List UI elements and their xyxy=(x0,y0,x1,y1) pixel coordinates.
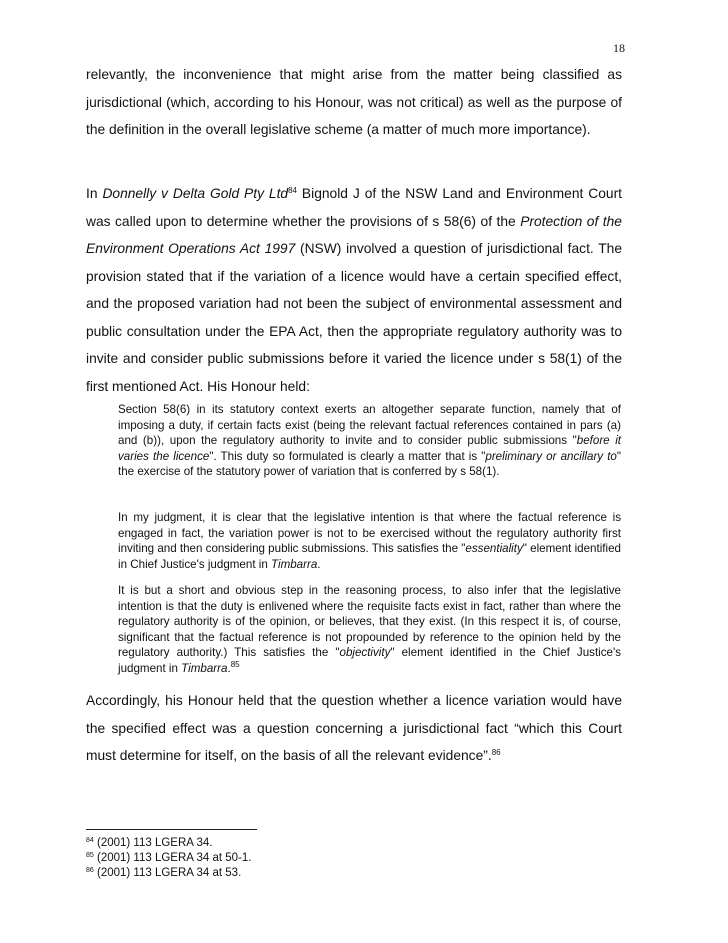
block-quote-2 xyxy=(118,510,621,572)
quote-1-text-b: ". This duty so formulated is clearly a matter that is " xyxy=(209,449,486,463)
footnotes xyxy=(86,836,486,881)
footnote-number: 85 xyxy=(86,852,94,859)
paragraph-2-text-a: Bignold J of the NSW Land and Environment Court was called upon to determine whether the provisions of s 58(6) of the xyxy=(86,186,623,229)
footnote-text: (2001) 113 LGERA 34 at 50-1. xyxy=(93,852,252,864)
quote-2-emphasis-a: essentiality xyxy=(465,542,523,556)
footnote-number: 86 xyxy=(86,867,94,874)
footnote-ref-86: 86 xyxy=(491,748,501,757)
footnote-text: (2001) 113 LGERA 34. xyxy=(93,837,213,849)
paragraph-3 xyxy=(86,687,622,770)
footnote-86 xyxy=(86,866,486,881)
footnote-ref-85: 85 xyxy=(230,659,240,669)
paragraph-1: relevantly, the inconvenience that might arise from the matter being classified as jurisdictional (which, according to his Honour, was not critical) as well as the purpose of the definition in the overall legislative scheme (a matter of much more importance). xyxy=(86,67,622,137)
paragraph-2-text-b: (NSW) involved a question of jurisdictional fact. The provision stated that if the variation of a licence would have a certain specified effect, and the proposed variation had not been the subject of environmental assessment and public consultation under the EPA Act, then the appropriate regulatory authority was to invite and consider public submissions before it varied the licence under s 58(1) of the first mentioned Act. His Honour held: xyxy=(86,241,622,394)
quote-2-emphasis-b: Timbarra xyxy=(271,557,318,571)
quote-3-emphasis-a: objectivity xyxy=(339,646,391,660)
block-quote-3 xyxy=(118,583,621,677)
quote-3-text-b: " element identified in the Chief Justice's judgment in xyxy=(118,646,622,675)
quote-3-text-a: It is but a short and obvious step in the reasoning process, to also infer that the legislative intention is that the duty is enlivened where the requisite facts exist in fact, rather than where the regulatory authority is of the opinion, or believes, that they exist. (In this respect it is, of course, significant that the factual reference is not propounded by reference to the opinion held by the regulatory authority.) This satisfies the " xyxy=(118,584,621,660)
footnote-84 xyxy=(86,836,486,851)
quote-3-emphasis-b: Timbarra xyxy=(181,661,228,675)
quote-2-text-a: In my judgment, it is clear that the legislative intention is that where the factual reference is engaged in fact, the variation power is not to be exercised without the regulatory authority first inviting and then considering public submissions. This satisfies the " xyxy=(118,511,621,556)
paragraph-2-lead: In xyxy=(86,186,103,201)
quote-1-emphasis-b: preliminary or ancillary to xyxy=(485,449,617,463)
paragraph-2 xyxy=(86,180,622,400)
quote-2-text-b: " element identified in Chief Justice's judgment in xyxy=(118,542,621,571)
paragraph-3-text: Accordingly, his Honour held that the question whether a licence variation would have the specified effect was a question concerning a jurisdictional fact “which this Court must determine for itself, on the basis of all the relevant evidence”. xyxy=(86,693,622,763)
footnote-separator xyxy=(86,829,257,830)
quote-1-emphasis-a: before it varies the licence xyxy=(118,434,621,463)
quote-1-text-c: " the exercise of the statutory power of variation that is conferred by s 58(1). xyxy=(118,449,621,479)
quote-2-text-c: . xyxy=(317,557,321,571)
quote-1-text-a: Section 58(6) in its statutory context exerts an altogether separate function, namely that of imposing a duty, if certain facts exist (being the relevant factual references contained in pars (a) and (b)), upon the regulatory authority to invite and to consider public submissions " xyxy=(118,403,621,448)
act-name: Protection of the Environment Operations Act 1997 xyxy=(86,213,622,256)
footnote-text: (2001) 113 LGERA 34 at 53. xyxy=(93,867,242,879)
footnote-85 xyxy=(86,851,486,866)
quote-3-text-c: . xyxy=(227,661,231,675)
footnote-ref-84: 84 xyxy=(288,186,298,195)
page-number: 18 xyxy=(613,41,625,55)
block-quote-1 xyxy=(118,402,621,480)
footnote-number: 84 xyxy=(86,837,94,844)
case-name: Donnelly v Delta Gold Pty Ltd xyxy=(102,186,289,201)
